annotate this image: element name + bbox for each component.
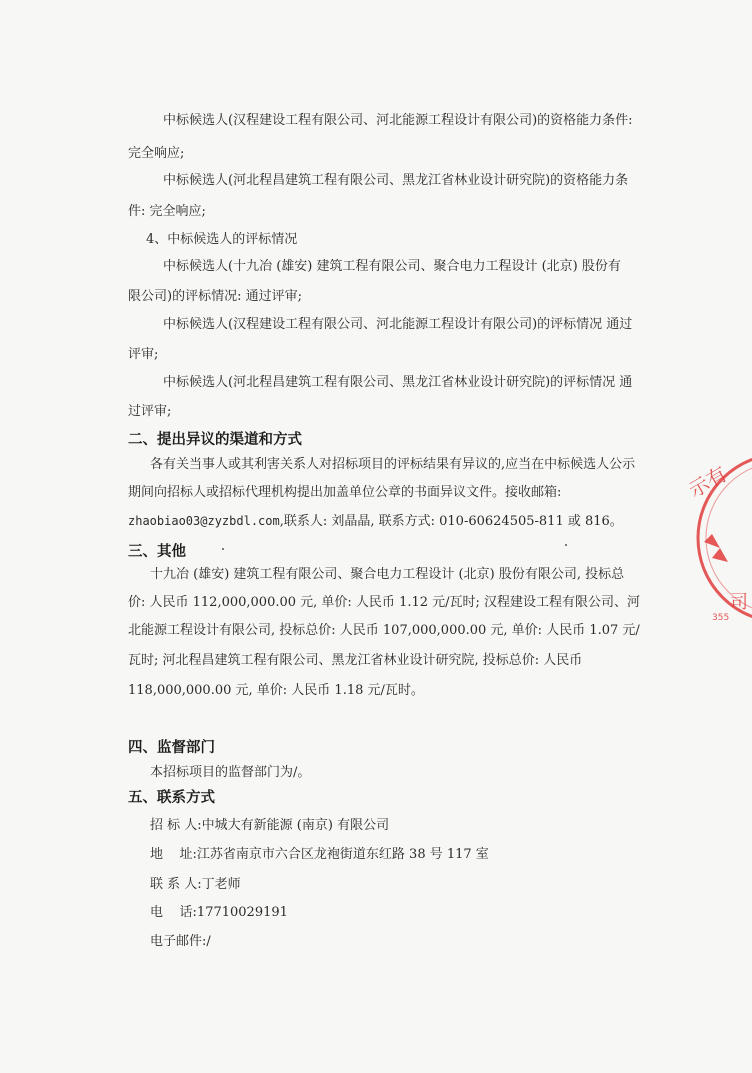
seal-graphic <box>684 458 752 628</box>
seal-text-bottom: 司 <box>730 592 748 613</box>
contact-value: / <box>206 934 211 949</box>
contact-value: 中城大有新能源 (南京) 有限公司 <box>201 818 390 833</box>
evaluation-3-line-1: 中标候选人(河北程昌建筑工程有限公司、黑龙江省林业设计研究院)的评标情况 通 <box>163 375 633 390</box>
other-line-4: 瓦时; 河北程昌建筑工程有限公司、黑龙江省林业设计研究院, 投标总价: 人民币 <box>128 653 583 668</box>
qualification-1-line-1: 中标候选人(汉程建设工程有限公司、河北能源工程设计有限公司)的资格能力条件: <box>163 113 633 128</box>
supervision-text: 本招标项目的监督部门为/。 <box>150 765 311 780</box>
objection-heading: 二、提出异议的渠道和方式 <box>128 432 302 448</box>
other-line-5: 118,000,000.00 元, 单价: 人民币 1.18 元/瓦时。 <box>128 683 424 698</box>
contact-row-address <box>150 846 489 864</box>
evaluation-2-line-2: 评审; <box>128 347 159 362</box>
scan-speck <box>565 544 567 546</box>
contact-heading: 五、联系方式 <box>128 790 215 806</box>
contact-value: 江苏省南京市六合区龙袍街道东红路 38 号 117 室 <box>196 847 489 862</box>
contact-value: 丁老师 <box>201 877 241 892</box>
evaluation-1-line-1: 中标候选人(十九冶 (雄安) 建筑工程有限公司、聚合电力工程设计 (北京) 股份有 <box>163 259 621 274</box>
company-seal <box>684 458 752 628</box>
contact-label: 电 话: <box>150 905 197 920</box>
contact-row-phone <box>150 904 288 922</box>
other-heading: 三、其他 <box>128 544 186 560</box>
objection-email: zhaobiao03@zyzbdl.com <box>128 514 280 528</box>
supervision-heading: 四、监督部门 <box>128 740 215 756</box>
contact-label: 电子邮件: <box>150 934 207 949</box>
evaluation-2-line-1: 中标候选人(汉程建设工程有限公司、河北能源工程设计有限公司)的评标情况 通过 <box>163 317 633 332</box>
contact-value: 17710029191 <box>196 905 288 920</box>
other-line-3: 北能源工程设计有限公司, 投标总价: 人民币 107,000,000.00 元, 单价: 人民币 1.07 元/ <box>128 623 640 638</box>
contact-row-person <box>150 876 241 894</box>
seal-star-icon <box>712 548 728 562</box>
contact-label: 联 系 人: <box>150 877 202 892</box>
contact-label: 招 标 人: <box>150 818 202 833</box>
scan-speck <box>222 548 224 550</box>
other-line-1: 十九冶 (雄安) 建筑工程有限公司、聚合电力工程设计 (北京) 股份有限公司, 投标总 <box>150 567 625 582</box>
contact-row-email <box>150 933 211 951</box>
section-4-title: 4、中标候选人的评标情况 <box>146 232 298 247</box>
contact-row-tenderer <box>150 817 389 835</box>
qualification-2-line-1: 中标候选人(河北程昌建筑工程有限公司、黑龙江省林业设计研究院)的资格能力条 <box>163 173 629 188</box>
objection-line-3 <box>128 512 623 531</box>
objection-line-1: 各有关当事人或其利害关系人对招标项目的评标结果有异议的,应当在中标候选人公示 <box>150 457 636 472</box>
objection-contact: ,联系人: 刘晶晶, 联系方式: 010-60624505-811 或 816。 <box>279 514 623 529</box>
objection-line-2: 期间向招标人或招标代理机构提出加盖单位公章的书面异议文件。接收邮箱: <box>128 485 562 500</box>
qualification-1-line-2: 完全响应; <box>128 146 185 161</box>
evaluation-3-line-2: 过评审; <box>128 404 172 419</box>
evaluation-1-line-2: 限公司)的评标情况: 通过评审; <box>128 289 302 304</box>
contact-label: 地 址: <box>150 847 197 862</box>
other-line-2: 价: 人民币 112,000,000.00 元, 单价: 人民币 1.12 元/瓦时; 汉程建设工程有限公司、河 <box>128 595 641 610</box>
seal-number: 355 <box>712 613 730 623</box>
qualification-2-line-2: 件: 完全响应; <box>128 204 206 219</box>
seal-text-top: 示有 <box>684 461 732 503</box>
